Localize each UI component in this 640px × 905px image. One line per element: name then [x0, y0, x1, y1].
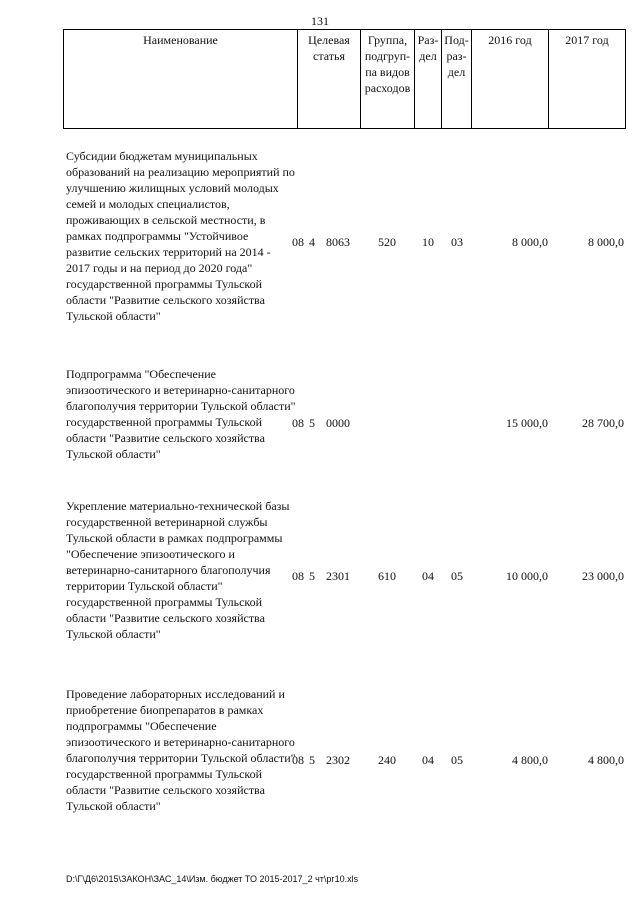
- row-2017: 28 700,0: [582, 416, 624, 430]
- row-name: Укрепление материально-технической базы государственной ветеринарной службы Тульской области в рамках подпрограммы "Обеспечение эпизоотического и ветеринарно-санитарного благополучия территории Тульской области" государственной программы Тульской области "Развитие сельского хозяйства Тульской области": [66, 499, 290, 641]
- row-2017: 4 800,0: [588, 753, 624, 767]
- row-group: 610: [378, 569, 396, 583]
- row-subsection: 05: [451, 569, 463, 583]
- footer-file-path: D:\Г\Д6\2015\ЗАКОН\ЗАС_14\Изм. бюджет ТО 2015-2017_2 чт\рг10.xls: [66, 874, 359, 884]
- row-code-1: 08: [292, 569, 304, 583]
- row-code-1: 08: [292, 753, 304, 767]
- row-2016: 4 800,0: [512, 753, 548, 767]
- row-name: Проведение лабораторных исследований и приобретение биопрепаратов в рамках подпрограммы "Обеспечение эпизоотического и ветеринарно-санитарного благополучия территории Тульской области" государственной программы Тульской области "Развитие сельского хозяйства Тульской области": [66, 687, 296, 813]
- row-subsection: 03: [451, 235, 463, 249]
- row-group: 520: [378, 235, 396, 249]
- row-code-2: 5: [309, 753, 315, 767]
- table-header: [63, 29, 626, 129]
- row-code-2: 5: [309, 416, 315, 430]
- row-name: Подпрограмма "Обеспечение эпизоотического и ветеринарно-санитарного благополучия территории Тульской области" государственной программы Тульской области "Развитие сельского хозяйства Тульской области": [66, 367, 296, 461]
- row-subsection: 05: [451, 753, 463, 767]
- row-2016: 15 000,0: [506, 416, 548, 430]
- header-subsection: Под-раз-дел: [442, 30, 472, 128]
- row-2017: 23 000,0: [582, 569, 624, 583]
- row-code-3: 2302: [326, 753, 350, 767]
- row-name: Субсидии бюджетам муниципальных образований на реализацию мероприятий по улучшению жилищных условий молодых семей и молодых специалистов, проживающих в сельской местности, в рамках подпрограммы "Устойчивое развитие сельских территорий на 2014 - 2017 годы и на период до 2020 года" государственной программы Тульской области "Развитие сельского хозяйства Тульской области": [66, 149, 295, 323]
- row-group: 240: [378, 753, 396, 767]
- row-section: 04: [422, 753, 434, 767]
- row-code-3: 8063: [326, 235, 350, 249]
- header-2017: 2017 год: [565, 33, 609, 47]
- row-code-3: 0000: [326, 416, 350, 430]
- row-section: 10: [422, 235, 434, 249]
- header-name: Наименование: [64, 30, 298, 128]
- header-section: Раз-дел: [415, 30, 442, 128]
- row-code-1: 08: [292, 235, 304, 249]
- page-number: 131: [311, 14, 329, 28]
- row-2016: 8 000,0: [512, 235, 548, 249]
- header-target: Целевая статья: [298, 30, 361, 128]
- header-group: Группа, подгруп-па видов расходов: [361, 30, 415, 128]
- row-code-3: 2301: [326, 569, 350, 583]
- row-code-2: 4: [309, 235, 315, 249]
- row-code-2: 5: [309, 569, 315, 583]
- row-2016: 10 000,0: [506, 569, 548, 583]
- row-section: 04: [422, 569, 434, 583]
- row-code-1: 08: [292, 416, 304, 430]
- row-2017: 8 000,0: [588, 235, 624, 249]
- header-2016: 2016 год: [472, 30, 549, 128]
